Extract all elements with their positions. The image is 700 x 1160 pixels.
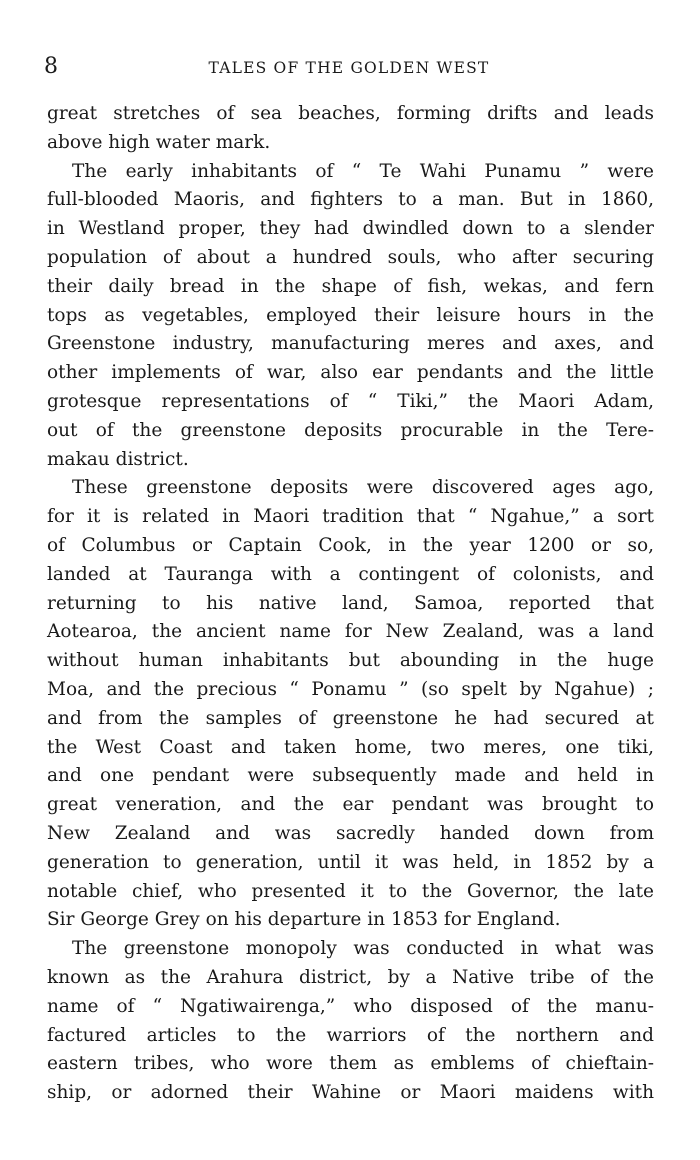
text-line: in Westland proper, they had dwindled down to a slender: [47, 218, 654, 240]
text-line: ship, or adorned their Wahine or Maori maidens with: [47, 1082, 654, 1104]
text-line: above high water mark.: [47, 131, 271, 153]
text-line: The greenstone monopoly was conducted in what was: [72, 938, 654, 960]
text-line: generation to generation, until it was held, in 1852 by a: [47, 851, 654, 873]
text-line: These greenstone deposits were discovered ages ago,: [72, 477, 654, 499]
text-line: name of “ Ngatiwairenga,” who disposed of the manu-: [47, 995, 654, 1017]
text-line: Aotearoa, the ancient name for New Zealand, was a land: [47, 621, 654, 643]
text-line: great veneration, and the ear pendant was brought to: [47, 794, 654, 816]
text-line: out of the greenstone deposits procurable in the Tere-: [47, 419, 654, 441]
text-line: and from the samples of greenstone he had secured at: [47, 707, 654, 729]
text-line: other implements of war, also ear pendants and the little: [47, 362, 654, 384]
running-title: TALES OF THE GOLDEN WEST: [208, 59, 490, 77]
text-line: known as the Arahura district, by a Native tribe of the: [47, 966, 654, 988]
text-line: Sir George Grey on his departure in 1853 for England.: [47, 909, 561, 931]
text-line: of Columbus or Captain Cook, in the year 1200 or so,: [47, 534, 654, 556]
text-line: population of about a hundred souls, who after securing: [47, 246, 654, 268]
text-line: for it is related in Maori tradition that “ Ngahue,” a sort: [47, 506, 654, 528]
text-line: makau district.: [47, 448, 189, 470]
text-line: returning to his native land, Samoa, reported that: [47, 592, 654, 614]
text-line: without human inhabitants but abounding in the huge: [47, 650, 654, 672]
text-line: eastern tribes, who wore them as emblems of chieftain-: [47, 1053, 654, 1075]
text-line: notable chief, who presented it to the Governor, the late: [47, 880, 654, 902]
page-number: 8: [44, 54, 58, 79]
text-line: Greenstone industry, manufacturing meres and axes, and: [47, 333, 654, 355]
text-line: their daily bread in the shape of fish, wekas, and fern: [47, 275, 654, 297]
text-line: The early inhabitants of “ Te Wahi Punamu ” were: [72, 160, 654, 182]
text-line: New Zealand and was sacredly handed down from: [47, 822, 654, 844]
running-head: [44, 52, 654, 82]
text-line: and one pendant were subsequently made and held in: [47, 765, 654, 787]
text-line: the West Coast and taken home, two meres, one tiki,: [47, 736, 654, 758]
text-line: landed at Tauranga with a contingent of colonists, and: [47, 563, 654, 585]
text-line: grotesque representations of “ Tiki,” the Maori Adam,: [47, 390, 654, 412]
body-text: [47, 100, 654, 1108]
text-line: factured articles to the warriors of the northern and: [47, 1024, 654, 1046]
text-line: great stretches of sea beaches, forming drifts and leads: [47, 103, 654, 124]
text-line: tops as vegetables, employed their leisure hours in the: [47, 304, 654, 326]
text-line: full-blooded Maoris, and fighters to a man. But in 1860,: [47, 189, 654, 211]
text-line: Moa, and the precious “ Ponamu ” (so spelt by Ngahue) ;: [47, 678, 654, 700]
